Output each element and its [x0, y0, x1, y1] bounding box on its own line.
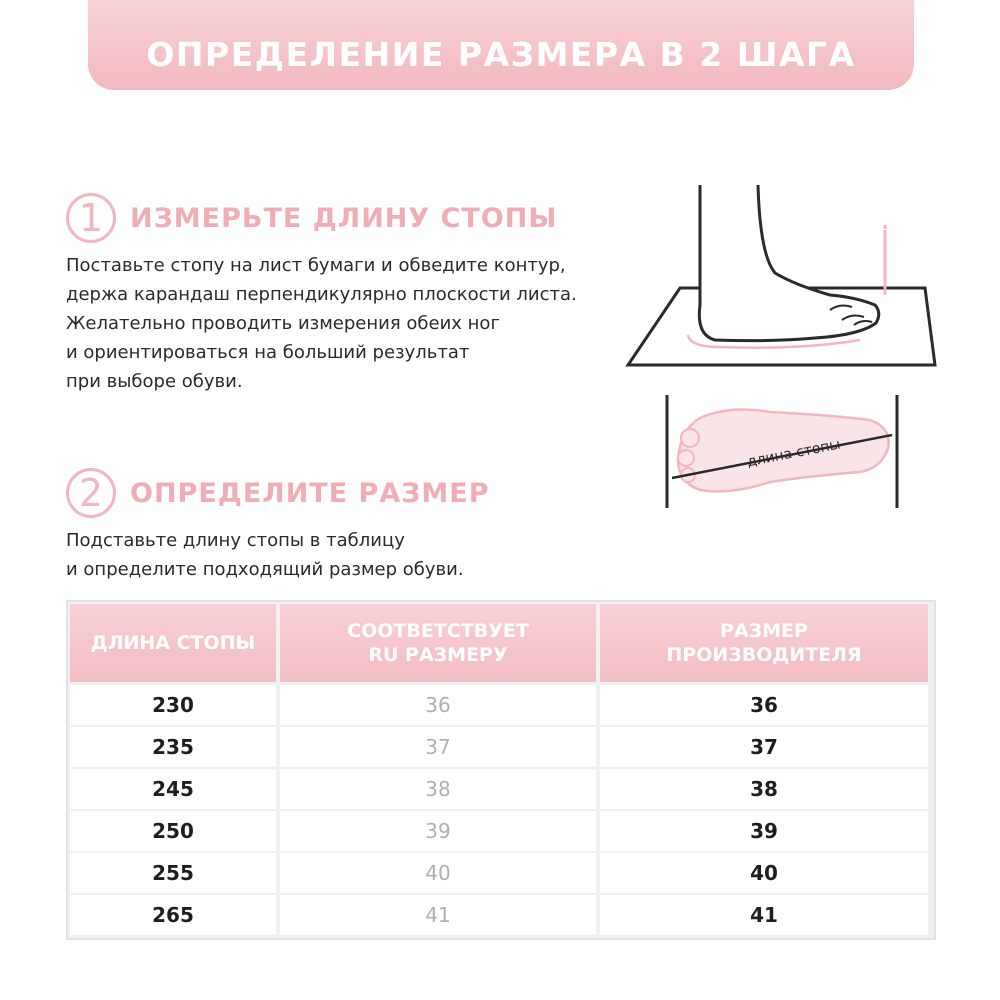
- step-1-number-badge: 1: [66, 193, 116, 243]
- step-2-heading: [66, 468, 490, 518]
- manufacturer-size-cell: 40: [600, 853, 928, 893]
- table-row: [68, 810, 934, 852]
- header-foot-length: [70, 604, 276, 682]
- size-table: [66, 600, 936, 940]
- toe-print: [678, 450, 694, 466]
- step-1-line: при выборе обуви.: [66, 371, 243, 392]
- header-text: СООТВЕТСТВУЕТ: [347, 620, 529, 642]
- foot-length-cell: 265: [70, 895, 276, 935]
- manufacturer-size-cell: 39: [600, 811, 928, 851]
- table-row: [68, 768, 934, 810]
- step-2-number-badge: 2: [66, 468, 116, 518]
- manufacturer-size-cell: 41: [600, 895, 928, 935]
- step-2-line: и определите подходящий размер обуви.: [66, 559, 464, 580]
- length-label: длина стопы: [745, 436, 842, 471]
- header-manufacturer-size: [600, 604, 928, 682]
- step-2-description: [66, 526, 464, 584]
- manufacturer-size-cell: 37: [600, 727, 928, 767]
- ru-size-cell: 36: [280, 685, 596, 725]
- header-text: ДЛИНА СТОПЫ: [90, 632, 256, 654]
- ru-size-cell: 37: [280, 727, 596, 767]
- foot-length-cell: 250: [70, 811, 276, 851]
- ru-size-cell: 38: [280, 769, 596, 809]
- step-1-line: Желательно проводить измерения обеих ног: [66, 313, 500, 334]
- foot-length-cell: 230: [70, 685, 276, 725]
- foot-length-illustration: [660, 390, 905, 510]
- foot-length-cell: 235: [70, 727, 276, 767]
- foot-on-paper-illustration: [620, 185, 950, 375]
- step-2-line: Подставьте длину стопы в таблицу: [66, 530, 405, 551]
- header-text: РАЗМЕР: [720, 620, 808, 642]
- table-row: [68, 852, 934, 894]
- page-title: ОПРЕДЕЛЕНИЕ РАЗМЕРА В 2 ШАГА: [146, 34, 856, 74]
- toe-print: [681, 429, 699, 447]
- table-row: [68, 726, 934, 768]
- header-text: ПРОИЗВОДИТЕЛЯ: [666, 644, 862, 666]
- step-1-line: держа карандаш перпендикулярно плоскости листа.: [66, 284, 577, 305]
- foot-length-cell: 245: [70, 769, 276, 809]
- title-banner: [88, 0, 914, 90]
- ru-size-cell: 39: [280, 811, 596, 851]
- ru-size-cell: 40: [280, 853, 596, 893]
- table-row: [68, 684, 934, 726]
- manufacturer-size-cell: 36: [600, 685, 928, 725]
- step-1-title: ИЗМЕРЬТЕ ДЛИНУ СТОПЫ: [130, 202, 558, 234]
- step-1-description: [66, 251, 577, 396]
- step-1-heading: [66, 193, 557, 243]
- table-row: [68, 894, 934, 936]
- header-text: RU РАЗМЕРУ: [368, 644, 508, 666]
- table-header: [68, 602, 934, 684]
- step-2-title: ОПРЕДЕЛИТЕ РАЗМЕР: [130, 477, 490, 509]
- step-1-line: Поставьте стопу на лист бумаги и обведите контур,: [66, 255, 566, 276]
- step-1-line: и ориентироваться на больший результат: [66, 342, 470, 363]
- manufacturer-size-cell: 38: [600, 769, 928, 809]
- table-body: [68, 684, 934, 936]
- foot-side-outline: [699, 185, 878, 341]
- foot-length-cell: 255: [70, 853, 276, 893]
- ru-size-cell: 41: [280, 895, 596, 935]
- header-ru-size: [280, 604, 596, 682]
